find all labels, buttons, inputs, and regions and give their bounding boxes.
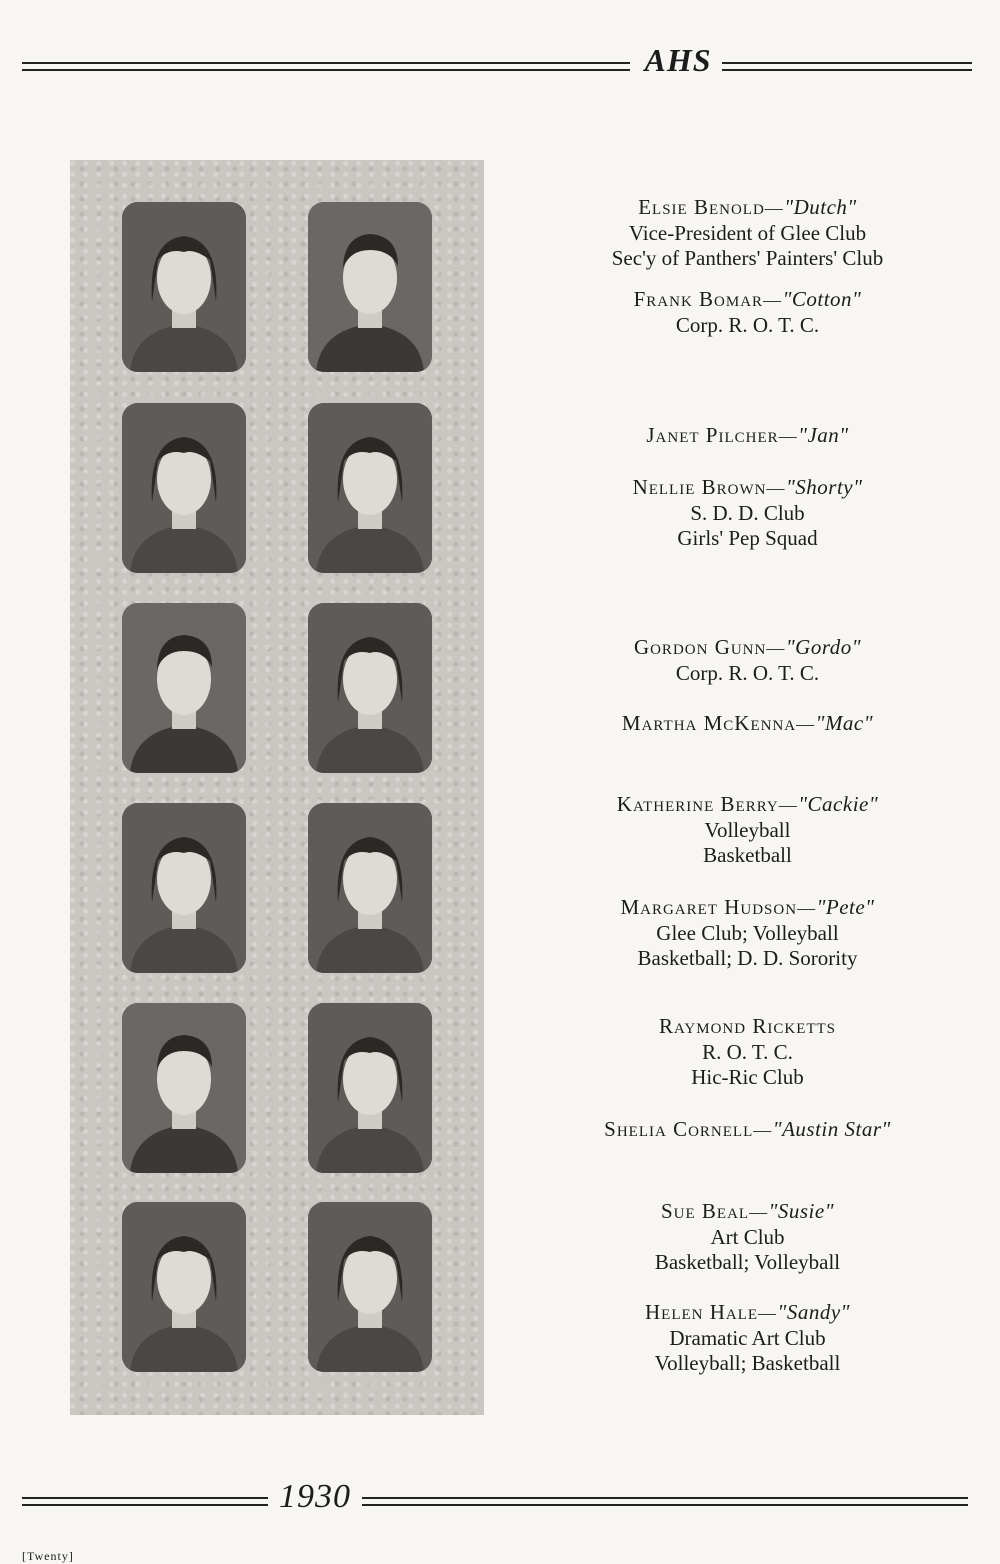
caption-entry: Sue Beal—"Susie" Art Club Basketball; Volleyball <box>560 1199 935 1275</box>
student-nickname: "Austin Star" <box>772 1117 891 1141</box>
activity-line: Corp. R. O. T. C. <box>675 661 820 685</box>
portrait-photo <box>308 1202 432 1372</box>
caption-entry: Katherine Berry—"Cackie" Volleyball Basketball <box>560 792 935 868</box>
page-header-title: AHS <box>644 42 712 78</box>
activity-line: Corp. R. O. T. C. <box>675 313 820 337</box>
student-nickname: "Gordo" <box>785 635 862 659</box>
portrait-photo <box>122 1202 246 1372</box>
student-nickname: "Dutch" <box>784 195 857 219</box>
student-name: Raymond Ricketts <box>658 1014 837 1038</box>
activity-line: Art Club <box>710 1225 785 1249</box>
portrait-image <box>122 403 246 573</box>
portrait-panel <box>70 160 484 1415</box>
caption-entry: Janet Pilcher—"Jan" <box>646 423 849 447</box>
portrait-photo <box>308 403 432 573</box>
student-nickname: "Cackie" <box>798 792 879 816</box>
student-name: Frank Bomar <box>633 287 764 311</box>
header-rule-right <box>722 62 972 71</box>
activity-line: Sec'y of Panthers' Painters' Club <box>611 246 884 270</box>
caption-entry: Margaret Hudson—"Pete" Glee Club; Volleyball Basketball; D. D. Sorority <box>560 895 935 971</box>
activity-line: Basketball <box>703 843 792 867</box>
portrait-photo <box>308 603 432 773</box>
portrait-image <box>308 403 432 573</box>
student-nickname: "Shorty" <box>785 475 863 499</box>
activity-line: Hic-Ric Club <box>691 1065 804 1089</box>
portrait-image <box>308 603 432 773</box>
caption-entry: Martha McKenna—"Mac" <box>621 711 874 735</box>
portrait-photo <box>122 1003 246 1173</box>
portrait-image <box>308 1003 432 1173</box>
footer-year: 1930 <box>279 1478 351 1515</box>
footer-rule-right <box>362 1497 968 1506</box>
portrait-photo <box>308 1003 432 1173</box>
caption-entry: Frank Bomar—"Cotton" Corp. R. O. T. C. <box>560 287 935 338</box>
student-nickname: "Sandy" <box>777 1300 851 1324</box>
portrait-image <box>122 202 246 372</box>
portrait-photo <box>122 202 246 372</box>
student-name: Janet Pilcher <box>646 423 779 447</box>
caption-entry: Shelia Cornell—"Austin Star" <box>604 1117 891 1141</box>
student-name: Elsie Benold <box>638 195 765 219</box>
student-name: Gordon Gunn <box>633 635 767 659</box>
portrait-photo <box>308 202 432 372</box>
portrait-image <box>122 1202 246 1372</box>
student-name: Shelia Cornell <box>604 1117 754 1141</box>
portrait-photo <box>122 403 246 573</box>
caption-entry: Gordon Gunn—"Gordo" Corp. R. O. T. C. <box>560 635 935 686</box>
activity-line: Basketball; D. D. Sorority <box>637 946 858 970</box>
portrait-image <box>122 803 246 973</box>
student-nickname: "Mac" <box>815 711 874 735</box>
activity-line: Basketball; Volleyball <box>654 1250 841 1274</box>
activity-line: Dramatic Art Club <box>669 1326 826 1350</box>
page-number: [Twenty] <box>22 1549 74 1563</box>
portrait-photo <box>308 803 432 973</box>
portrait-image <box>308 202 432 372</box>
portrait-image <box>122 603 246 773</box>
activity-line: R. O. T. C. <box>702 1040 793 1064</box>
student-name: Katherine Berry <box>616 792 779 816</box>
activity-line: Girls' Pep Squad <box>677 526 818 550</box>
activity-line: Volleyball; Basketball <box>654 1351 841 1375</box>
student-name: Sue Beal <box>660 1199 750 1223</box>
activity-line: S. D. D. Club <box>690 501 805 525</box>
student-name: Nellie Brown <box>632 475 767 499</box>
student-nickname: "Susie" <box>768 1199 835 1223</box>
caption-entry: Helen Hale—"Sandy" Dramatic Art Club Volleyball; Basketball <box>560 1300 935 1376</box>
student-nickname: "Cotton" <box>782 287 862 311</box>
portrait-image <box>308 803 432 973</box>
student-name: Margaret Hudson <box>620 895 798 919</box>
portrait-image <box>122 1003 246 1173</box>
caption-entry: Elsie Benold—"Dutch" Vice-President of Glee Club Sec'y of Panthers' Painters' Club <box>560 195 935 271</box>
student-nickname: "Jan" <box>798 423 849 447</box>
header-rule-left <box>22 62 630 71</box>
caption-entry <box>560 1014 935 1090</box>
portrait-photo <box>122 603 246 773</box>
caption-entry: Nellie Brown—"Shorty" S. D. D. Club Girls' Pep Squad <box>560 475 935 551</box>
portrait-photo <box>122 803 246 973</box>
footer-rule-left <box>22 1497 268 1506</box>
activity-line: Volleyball <box>704 818 791 842</box>
student-nickname: "Pete" <box>816 895 875 919</box>
activity-line: Glee Club; Volleyball <box>656 921 839 945</box>
student-name: Martha McKenna <box>621 711 797 735</box>
student-name: Helen Hale <box>644 1300 759 1324</box>
portrait-image <box>308 1202 432 1372</box>
activity-line: Vice-President of Glee Club <box>628 221 867 245</box>
